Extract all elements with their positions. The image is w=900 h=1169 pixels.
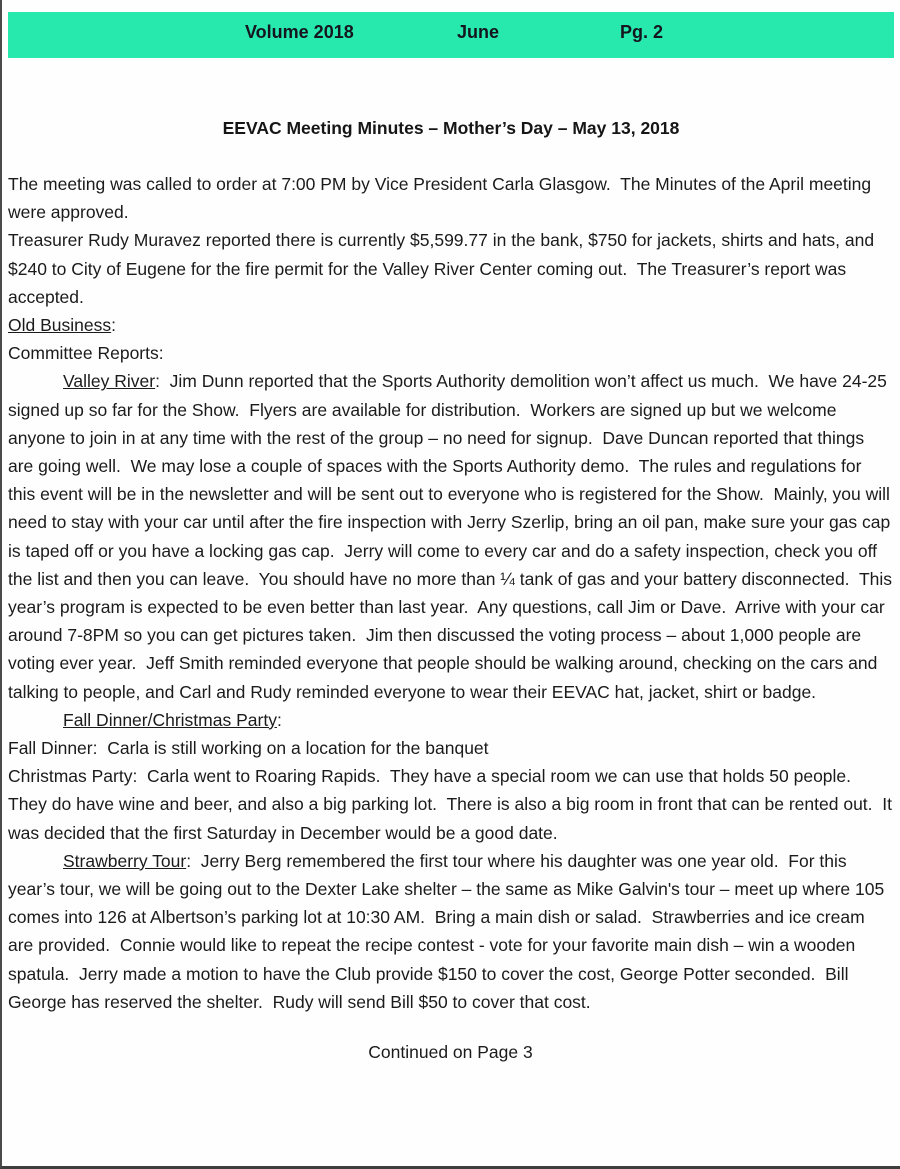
paragraph-lead: Valley River <box>63 371 156 392</box>
minutes-body <box>8 170 897 1066</box>
paragraph-text: Christmas Party: Carla went to Roaring Rapids. They have a special room we can use that holds 50 people. They do have wine and beer, and also a big parking lot. There is also a big room in front that can be rented out. It was decided that the first Saturday in December would be a good date. <box>8 766 897 843</box>
paragraph-lead: Strawberry Tour <box>63 850 187 871</box>
heading-text: : <box>111 315 116 336</box>
paragraph-valley-river <box>8 367 897 705</box>
paragraph-text: Fall Dinner: Carla is still working on a location for the banquet <box>8 738 489 759</box>
heading-text: : <box>276 709 282 730</box>
paragraph-christmas-party <box>8 762 897 847</box>
paragraph-text: : Jim Dunn reported that the Sports Authority demolition won’t affect us much. We have 24-25 signed up so far for the Show. Flyers are available for distribution. Workers are signed up but we welcome anyone to join in at any time with the rest of the group – no need for signup. Dave Duncan reported that things are going well. We may lose a couple of spaces with the Sports Authority demo. The rules and regulations for this event will be in the newsletter and will be sent out to everyone who is registered for the Show. Mainly, you will need to stay with your car until after the fire inspection with Jerry Szerlip, bring an oil pan, make sure your gas cap is taped off or you have a locking gas cap. Jerry will come to every car and do a safety inspection, check you off the list and then you can leave. You should have no more than ¼ tank of gas and your battery disconnected. This year’s program is expected to be even better than last year. Any questions, call Jim or Dave. Arrive with your car around 7-8PM so you can get pictures taken. Jim then discussed the voting process – about 1,000 people are voting ever year. Jeff Smith reminded everyone that people should be walking around, checking on the cars and talking to people, and Carl and Rudy reminded everyone to wear their EEVAC hat, jacket, shirt or badge. <box>8 371 897 702</box>
paragraph-text: : Jerry Berg remembered the first tour where his daughter was one year old. For this year’s tour, we will be going out to the Dexter Lake shelter – the same as Mike Galvin's tour – meet up where 105 comes into 126 at Albertson’s parking lot at 10:30 AM. Bring a main dish or salad. Strawberries and ice cream are provided. Connie would like to repeat the recipe contest - vote for your favorite main dish – win a wooden spatula. Jerry made a motion to have the Club provide $150 to cover the cost, George Potter seconded. Bill George has reserved the shelter. Rudy will send Bill $50 to cover that cost. <box>8 850 890 1012</box>
continued-footer: Continued on Page 3 <box>368 1042 533 1063</box>
page-title: EEVAC Meeting Minutes – Mother’s Day – May 13, 2018 <box>222 118 680 138</box>
heading-old-business <box>8 311 893 339</box>
paragraph-treasurer-report <box>8 226 893 311</box>
header-bar <box>8 12 894 58</box>
paragraph-fall-dinner <box>8 734 893 762</box>
paragraph-text: The meeting was called to order at 7:00 PM by Vice President Carla Glasgow. The Minutes of the April meeting were approved. <box>8 174 877 223</box>
paragraph-meeting-called <box>8 170 893 226</box>
heading-text: Committee Reports: <box>8 343 164 364</box>
heading-lead: Fall Dinner/Christmas Party <box>63 709 277 730</box>
paragraph-text: Treasurer Rudy Muravez reported there is currently $5,599.77 in the bank, $750 for jackets, shirts and hats, and $240 to City of Eugene for the fire permit for the Valley River Center coming out. The Treasurer’s report was accepted. <box>8 230 879 307</box>
paragraph-strawberry-tour <box>8 847 893 1016</box>
heading-fall-dinner-christmas-party <box>8 706 893 734</box>
header-page-number: Pg. 2 <box>620 22 664 42</box>
header-volume: Volume 2018 <box>245 22 354 42</box>
heading-lead: Old Business <box>8 315 112 336</box>
header-month: June <box>457 22 500 42</box>
heading-committee-reports <box>8 339 893 367</box>
